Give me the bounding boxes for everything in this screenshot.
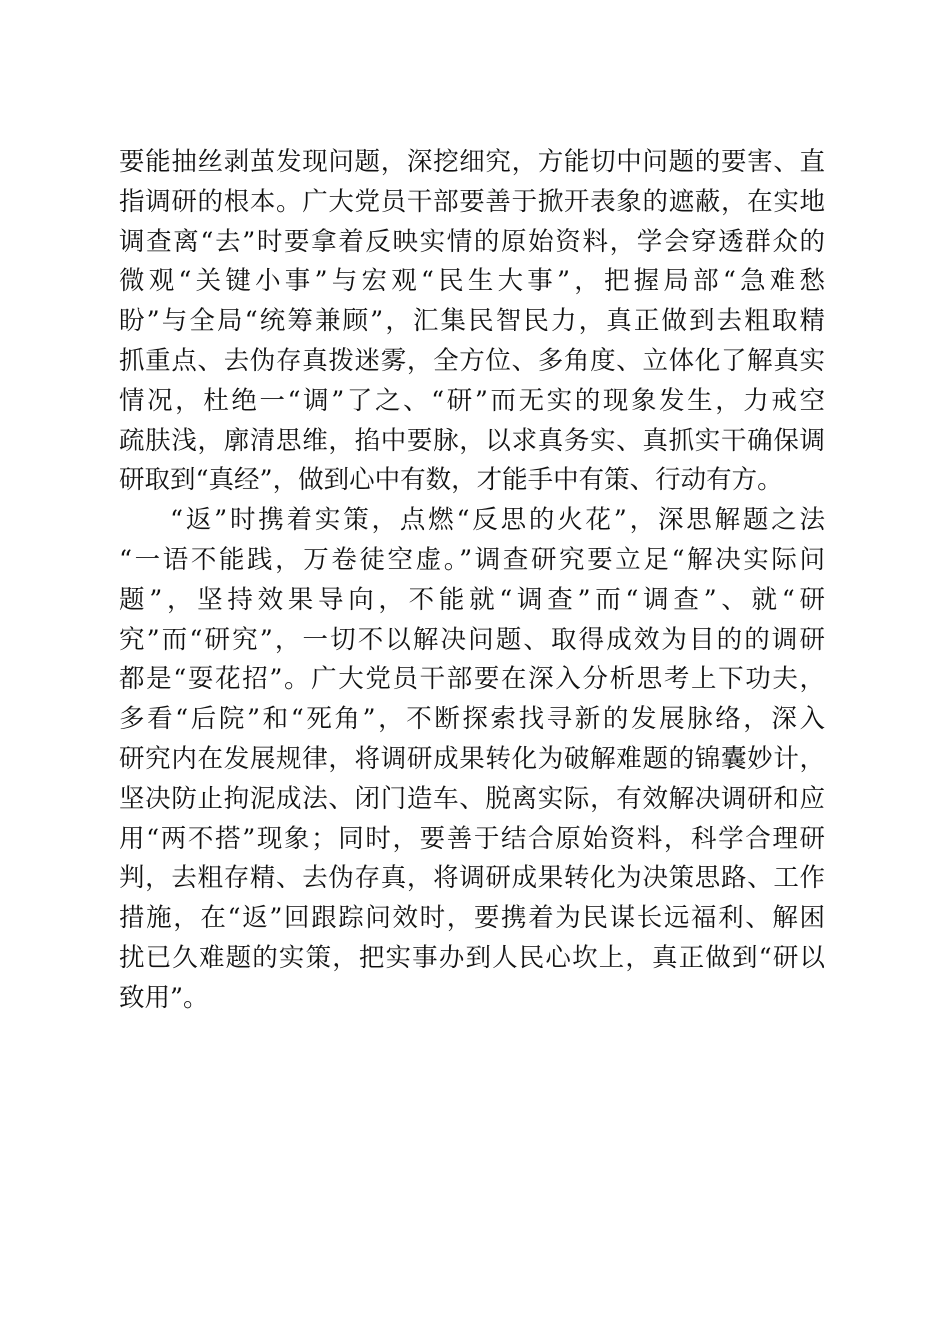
text-line: 判，去粗存精、去伪存真，将调研成果转化为决策思路、工作 [119,863,825,894]
text-line: 要能抽丝剥茧发现问题，深挖细究，方能切中问题的要害、直 [119,147,825,177]
text-line: “一语不能践，万卷徒空虚。”调查研究要立足“解决实际问 [119,544,825,575]
text-line: 措施，在“返”回跟踪问效时，要携着为民谋长远福利、解困 [119,903,825,934]
text-line: 题”，坚持效果导向，不能就“调查”而“调查”、就“研 [119,584,825,615]
text-line: 指调研的根本。广大党员干部要善于掀开表象的遮蔽，在实地 [119,186,825,217]
text-line: 微观“关键小事”与宏观“民生大事”，把握局部“急难愁 [119,266,825,297]
text-line: 多看“后院”和“死角”，不断探索找寻新的发展脉络，深入 [119,704,825,735]
document-body [119,143,825,1019]
text-line: 用“两不搭”现象；同时，要善于结合原始资料，科学合理研 [119,823,825,854]
paragraph-1 [119,143,825,501]
text-line: 研取到“真经”，做到心中有数，才能手中有策、行动有方。 [119,465,783,496]
text-line: 抓重点、去伪存真拨迷雾，全方位、多角度、立体化了解真实 [119,345,825,376]
text-line: 致用”。 [119,982,209,1013]
paragraph-2 [119,501,825,1018]
text-line: “返”时携着实策，点燃“反思的火花”，深思解题之法 [170,505,825,536]
text-line: 情况，杜绝一“调”了之、“研”而无实的现象发生，力戒空 [119,385,825,416]
text-line: 研究内在发展规律，将调研成果转化为破解难题的锦囊妙计， [119,743,825,774]
text-line: 盼”与全局“统筹兼顾”，汇集民智民力，真正做到去粗取精 [119,306,825,337]
text-line: 都是“耍花招”。广大党员干部要在深入分析思考上下功夫， [119,664,825,695]
text-line: 扰已久难题的实策，把实事办到人民心坎上，真正做到“研以 [119,942,825,973]
text-line: 坚决防止拘泥成法、闭门造车、脱离实际，有效解决调研和应 [119,783,825,814]
text-line: 疏肤浅，廓清思维，掐中要脉，以求真务实、真抓实干确保调 [119,425,825,456]
text-line: 调查离“去”时要拿着反映实情的原始资料，学会穿透群众的 [119,226,825,257]
text-line: 究”而“研究”，一切不以解决问题、取得成效为目的的调研 [119,624,825,655]
